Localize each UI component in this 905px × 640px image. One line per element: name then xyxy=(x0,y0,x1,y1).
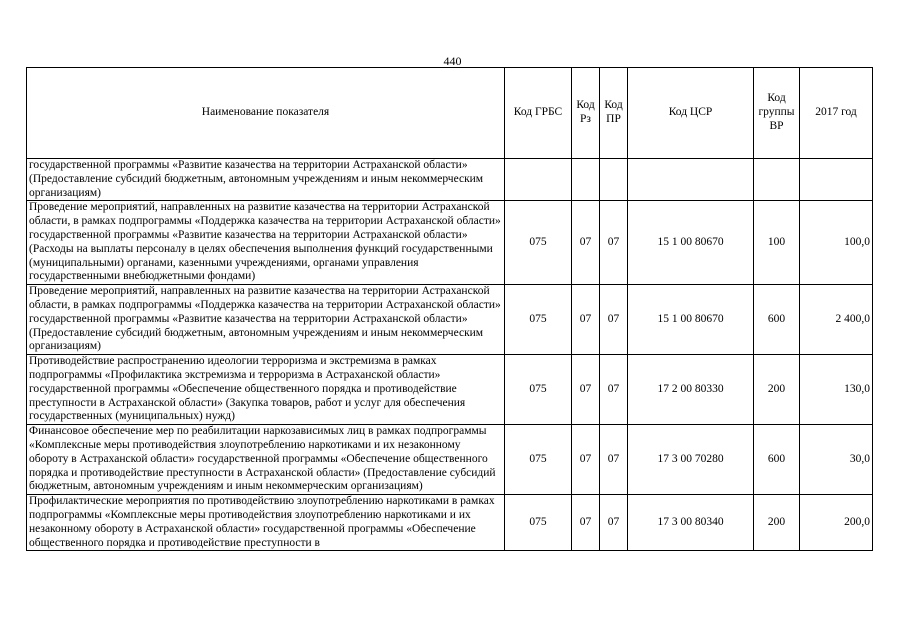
row-amount: 200,0 xyxy=(800,495,873,551)
table-row xyxy=(27,355,873,425)
row-amount: 100,0 xyxy=(800,201,873,285)
row-grbs xyxy=(505,159,572,201)
row-name: Противодействие распространению идеологии терроризма и экстремизма в рамках подпрограммы «Профилактика экстремизма и терроризма в Астраханской области» государственной программы «Обеспечение общественного порядка и противодействие преступности в Астраханской области» (Закупка товаров, работ и услуг для обеспечения государственных (муниципальных) нужд) xyxy=(27,355,505,425)
row-vr xyxy=(754,159,800,201)
row-csr: 15 1 00 80670 xyxy=(628,201,754,285)
row-rz: 07 xyxy=(572,201,600,285)
table-row xyxy=(27,285,873,355)
row-name: Проведение мероприятий, направленных на развитие казачества на территории Астраханской области, в рамках подпрограммы «Поддержка казачества на территории Астраханской области» государственной программы «Развитие казачества на территории Астраханской области» (Предоставление субсидий бюджетным, автономным учреждениям и иным некоммерческим организациям) xyxy=(27,285,505,355)
table-row xyxy=(27,495,873,551)
row-pr: 07 xyxy=(600,495,628,551)
table-row xyxy=(27,159,873,201)
row-csr: 17 3 00 70280 xyxy=(628,425,754,495)
header-rz: Код Рз xyxy=(572,68,600,159)
row-name: Проведение мероприятий, направленных на развитие казачества на территории Астраханской области, в рамках подпрограммы «Поддержка казачества на территории Астраханской области» государственной программы «Развитие казачества на территории Астраханской области» (Расходы на выплаты персоналу в целях обеспечения выполнения функций государственными (муниципальными) органами, казенными учреждениями, органами управления государственными внебюджетными фондами) xyxy=(27,201,505,285)
row-vr: 600 xyxy=(754,285,800,355)
row-grbs: 075 xyxy=(505,425,572,495)
row-amount: 2 400,0 xyxy=(800,285,873,355)
row-amount: 130,0 xyxy=(800,355,873,425)
row-grbs: 075 xyxy=(505,355,572,425)
header-year: 2017 год xyxy=(800,68,873,159)
page-number: 440 xyxy=(443,54,462,68)
row-vr: 200 xyxy=(754,355,800,425)
header-pr: Код ПР xyxy=(600,68,628,159)
row-amount: 30,0 xyxy=(800,425,873,495)
row-grbs: 075 xyxy=(505,285,572,355)
row-vr: 600 xyxy=(754,425,800,495)
row-name: Финансовое обеспечение мер по реабилитации наркозависимых лиц в рамках подпрограммы «Комплексные меры противодействия злоупотреблению наркотиками и их незаконному обороту в Астраханской области» государственной программы «Обеспечение общественного порядка и противодействие преступности в Астраханской области» (Предоставление субсидий бюджетным, автономным учреждениям и иным некоммерческим организациям) xyxy=(27,425,505,495)
row-vr: 200 xyxy=(754,495,800,551)
row-csr: 17 3 00 80340 xyxy=(628,495,754,551)
header-csr: Код ЦСР xyxy=(628,68,754,159)
row-grbs: 075 xyxy=(505,201,572,285)
row-rz xyxy=(572,159,600,201)
row-vr: 100 xyxy=(754,201,800,285)
row-grbs: 075 xyxy=(505,495,572,551)
budget-table xyxy=(26,67,873,551)
row-csr: 15 1 00 80670 xyxy=(628,285,754,355)
header-grbs: Код ГРБС xyxy=(505,68,572,159)
row-rz: 07 xyxy=(572,495,600,551)
row-rz: 07 xyxy=(572,425,600,495)
row-pr: 07 xyxy=(600,425,628,495)
row-pr: 07 xyxy=(600,285,628,355)
row-csr: 17 2 00 80330 xyxy=(628,355,754,425)
row-pr xyxy=(600,159,628,201)
row-rz: 07 xyxy=(572,285,600,355)
header-name: Наименование показателя xyxy=(27,68,505,159)
row-csr xyxy=(628,159,754,201)
row-rz: 07 xyxy=(572,355,600,425)
table-row xyxy=(27,201,873,285)
header-vr: Код группы ВР xyxy=(754,68,800,159)
row-pr: 07 xyxy=(600,355,628,425)
row-name: Профилактические мероприятия по противодействию злоупотреблению наркотиками в рамках подпрограммы «Комплексные меры противодействия злоупотреблению наркотиками и их незаконному обороту в Астраханской области» государственной программы «Обеспечение общественного порядка и противодействие преступности в xyxy=(27,495,505,551)
header-row xyxy=(27,68,873,159)
row-name: государственной программы «Развитие казачества на территории Астраханской области» (Предоставление субсидий бюджетным, автономным учреждениям и иным некоммерческим организациям) xyxy=(27,159,505,201)
table-row xyxy=(27,425,873,495)
row-pr: 07 xyxy=(600,201,628,285)
row-amount xyxy=(800,159,873,201)
